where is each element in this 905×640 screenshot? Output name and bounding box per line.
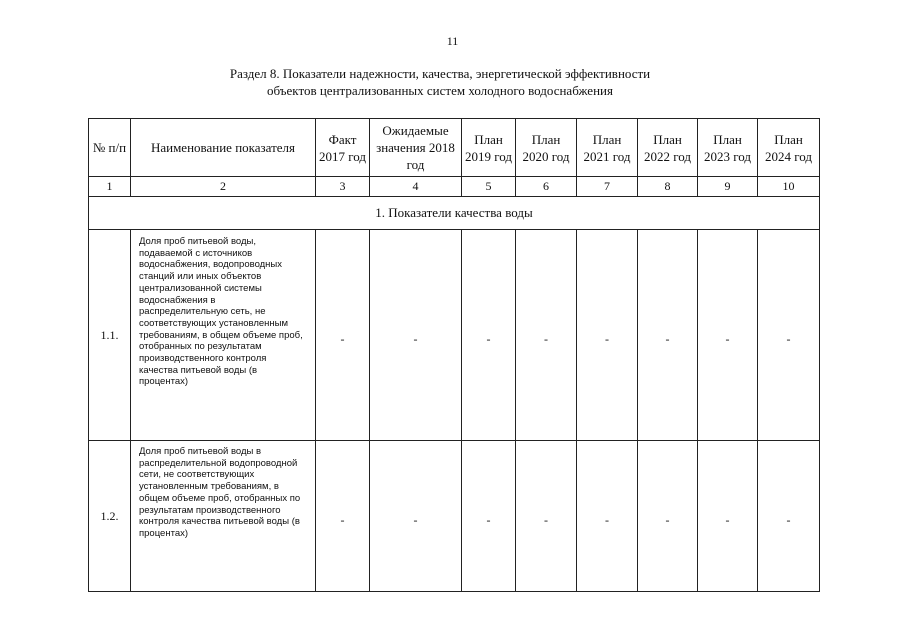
- value-cell: -: [577, 230, 638, 441]
- column-number: 8: [638, 177, 698, 197]
- section-title: [150, 65, 730, 99]
- column-number: 5: [462, 177, 516, 197]
- value-cell: -: [758, 230, 820, 441]
- section-title-line-2: объектов централизованных систем холодного водоснабжения: [267, 83, 613, 98]
- column-number: 2: [131, 177, 316, 197]
- header-cell-name: Наименование показателя: [131, 119, 316, 177]
- indicator-name: Доля проб питьевой воды, подаваемой с источников водоснабжения, водопроводных станций или иных объектов централизованной системы водоснабжения в распределительную сеть, не соответствующих установленным требованиям, в общем объеме проб, отобранных по результатам производственного контроля качества питьевой воды (в процентах): [131, 230, 316, 441]
- header-cell-expected-2018: Ожидаемые значения 2018 год: [370, 119, 462, 177]
- value-cell: -: [370, 441, 462, 592]
- section-heading-row: [89, 197, 820, 230]
- section-title-line-1: Раздел 8. Показатели надежности, качества, энергетической эффективности: [229, 66, 651, 81]
- column-number: 10: [758, 177, 820, 197]
- value-cell: -: [370, 230, 462, 441]
- header-cell-num: № п/п: [89, 119, 131, 177]
- row-number: 1.1.: [89, 230, 131, 441]
- section-heading-water-quality: 1. Показатели качества воды: [89, 197, 820, 230]
- row-number: 1.2.: [89, 441, 131, 592]
- value-cell: -: [516, 230, 577, 441]
- value-cell: -: [462, 230, 516, 441]
- value-cell: -: [462, 441, 516, 592]
- indicators-table: [88, 118, 820, 592]
- value-cell: -: [516, 441, 577, 592]
- column-number: 7: [577, 177, 638, 197]
- value-cell: -: [316, 230, 370, 441]
- column-number: 4: [370, 177, 462, 197]
- value-cell: -: [577, 441, 638, 592]
- page-number: 11: [446, 34, 459, 48]
- table-row: [89, 230, 820, 441]
- header-cell-fact-2017: Факт 2017 год: [316, 119, 370, 177]
- header-cell-plan-2020: План 2020 год: [516, 119, 577, 177]
- header-cell-plan-2023: План 2023 год: [698, 119, 758, 177]
- value-cell: -: [698, 230, 758, 441]
- column-number: 9: [698, 177, 758, 197]
- column-number: 6: [516, 177, 577, 197]
- indicator-name: Доля проб питьевой воды в распределительной водопроводной сети, не соответствующих установленным требованиям, в общем объеме проб, отобранных по результатам производственного контроля качества питьевой воды (в процентах): [131, 441, 316, 592]
- value-cell: -: [316, 441, 370, 592]
- header-row: [89, 119, 820, 177]
- column-number: 3: [316, 177, 370, 197]
- header-cell-plan-2024: План 2024 год: [758, 119, 820, 177]
- table-row: [89, 441, 820, 592]
- value-cell: -: [698, 441, 758, 592]
- header-cell-plan-2019: План 2019 год: [462, 119, 516, 177]
- value-cell: -: [758, 441, 820, 592]
- column-number: 1: [89, 177, 131, 197]
- column-number-row: [89, 177, 820, 197]
- header-cell-plan-2022: План 2022 год: [638, 119, 698, 177]
- value-cell: -: [638, 441, 698, 592]
- header-cell-plan-2021: План 2021 год: [577, 119, 638, 177]
- value-cell: -: [638, 230, 698, 441]
